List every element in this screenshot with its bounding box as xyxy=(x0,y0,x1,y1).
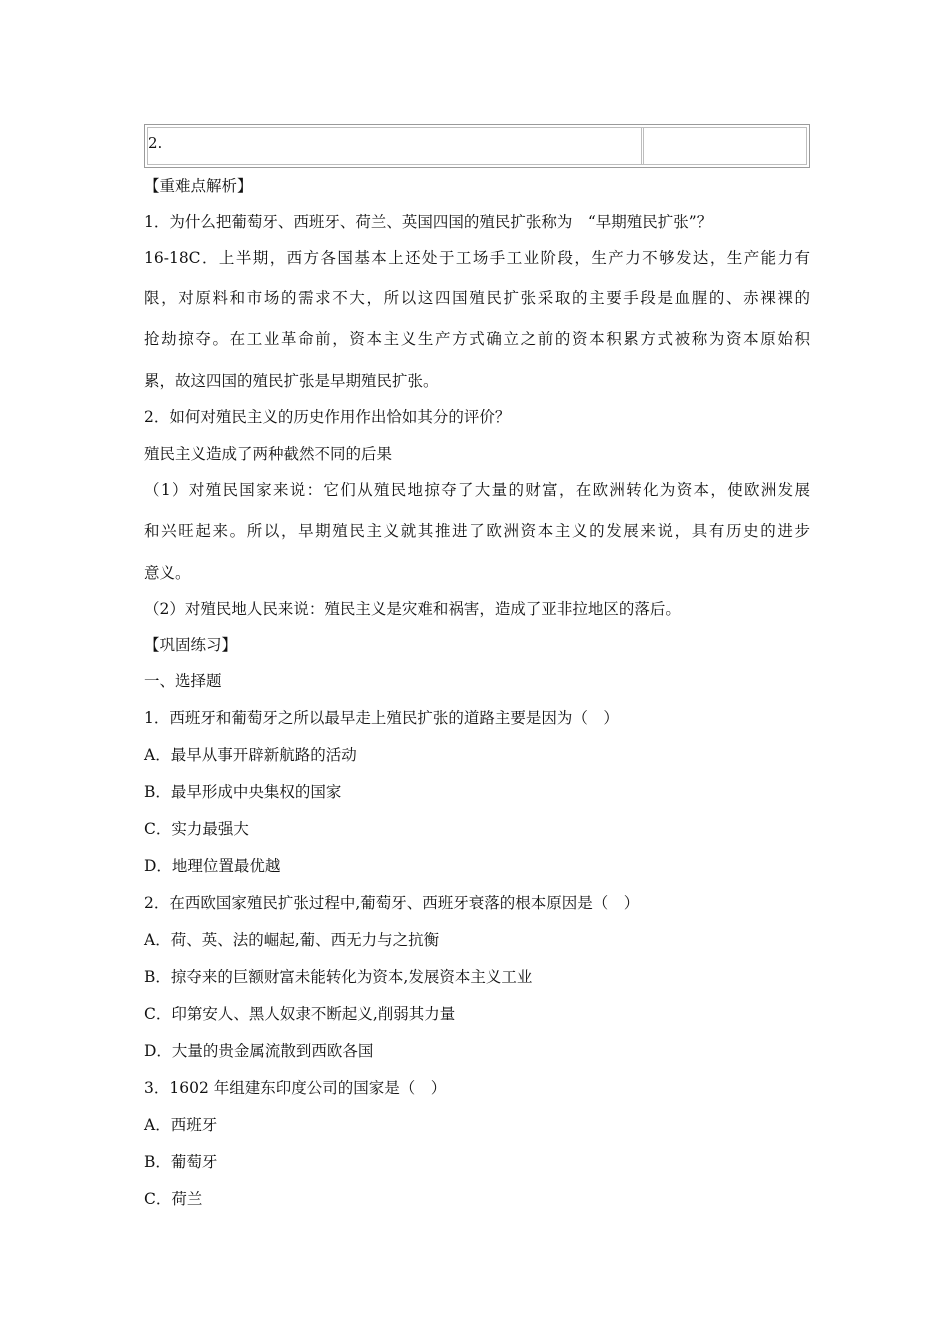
paragraph-line: （2）对殖民地人民来说：殖民主义是灾难和祸害，造成了亚非拉地区的落后。 xyxy=(144,600,681,618)
answer-option: C．印第安人、黑人奴隶不断起义,削弱其力量 xyxy=(144,1005,456,1023)
paragraph-line: （1）对殖民国家来说：它们从殖民地掠夺了大量的财富，在欧洲转化为资本，使欧洲发展 xyxy=(144,481,810,499)
answer-option: A．荷、英、法的崛起,葡、西无力与之抗衡 xyxy=(144,931,440,949)
question-stem: 3．1602 年组建东印度公司的国家是（ ） xyxy=(144,1079,447,1097)
question-heading: 2．如何对殖民主义的历史作用作出恰如其分的评价？ xyxy=(144,408,511,426)
paragraph-line: 累，故这四国的殖民扩张是早期殖民扩张。 xyxy=(144,372,439,390)
answer-table-cell-blank xyxy=(644,128,806,164)
paragraph-line: 16-18C．上半期，西方各国基本上还处于工场手工业阶段，生产力不够发达，生产能力有 xyxy=(144,249,810,267)
answer-option: C．实力最强大 xyxy=(144,820,249,838)
answer-option: B．最早形成中央集权的国家 xyxy=(144,783,342,801)
answer-table xyxy=(144,124,810,168)
answer-table-row xyxy=(147,127,807,165)
answer-option: D．大量的贵金属流散到西欧各国 xyxy=(144,1042,374,1060)
paragraph-line: 殖民主义造成了两种截然不同的后果 xyxy=(144,445,393,463)
answer-option: B．葡萄牙 xyxy=(144,1153,218,1171)
section-heading-exercises: 【巩固练习】 xyxy=(144,636,238,654)
paragraph-line: 意义。 xyxy=(144,564,191,582)
paragraph-line: 和兴旺起来。所以，早期殖民主义就其推进了欧洲资本主义的发展来说，具有历史的进步 xyxy=(144,522,810,540)
question-stem: 1．西班牙和葡萄牙之所以最早走上殖民扩张的道路主要是因为（ ） xyxy=(144,709,619,727)
answer-table-cell-label: 2. xyxy=(148,128,644,164)
answer-option: A．最早从事开辟新航路的活动 xyxy=(144,746,357,764)
answer-option: B．掠夺来的巨额财富未能转化为资本,发展资本主义工业 xyxy=(144,968,533,986)
section-heading-key-points: 【重难点解析】 xyxy=(144,177,253,195)
question-heading: 1．为什么把葡萄牙、西班牙、荷兰、英国四国的殖民扩张称为 “早期殖民扩张”？ xyxy=(144,213,713,231)
subsection-heading: 一、选择题 xyxy=(144,672,222,690)
paragraph-line: 限，对原料和市场的需求不大，所以这四国殖民扩张采取的主要手段是血腥的、赤裸裸的 xyxy=(144,289,810,307)
answer-option: C．荷兰 xyxy=(144,1190,203,1208)
question-stem: 2．在西欧国家殖民扩张过程中,葡萄牙、西班牙衰落的根本原因是（ ） xyxy=(144,894,640,912)
answer-option: A．西班牙 xyxy=(144,1116,218,1134)
answer-option: D．地理位置最优越 xyxy=(144,857,281,875)
paragraph-line: 抢劫掠夺。在工业革命前，资本主义生产方式确立之前的资本积累方式被称为资本原始积 xyxy=(144,330,810,348)
